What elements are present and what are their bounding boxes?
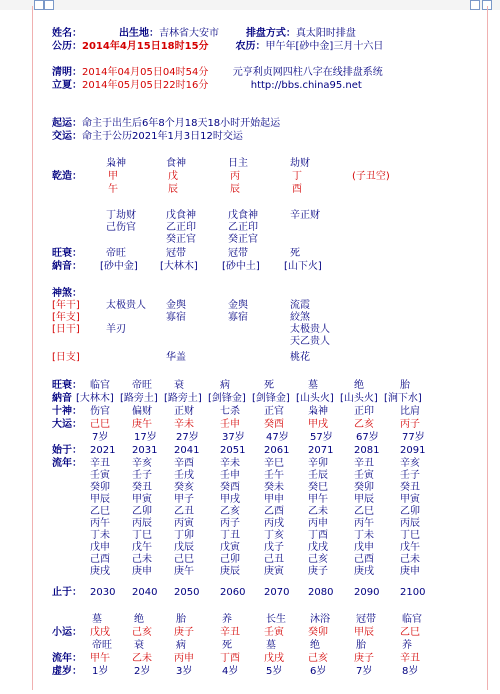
- qiyun-text: 命主于出生后6年8个月18天18小时开始起运: [82, 118, 281, 129]
- xiaoyun-liunian-label: 流年：: [52, 653, 82, 664]
- dayun-wangshuai: 临官: [90, 380, 110, 391]
- canggan-item: 辛正财: [290, 210, 320, 221]
- dayun-nayin: [大林木]: [76, 393, 114, 404]
- pillar-zhi: 辰: [168, 184, 178, 195]
- liunian-cell: 癸卯: [354, 482, 374, 493]
- liunian-cell: 丙午: [90, 518, 110, 529]
- liunian-cell: 癸亥: [174, 482, 194, 493]
- dayun-shishen: 偏财: [132, 406, 152, 417]
- liunian-cell: 戊辰: [174, 542, 194, 553]
- pillar-shishen: 劫财: [290, 158, 310, 169]
- liunian-cell: 庚午: [174, 566, 194, 577]
- liunian-cell: 丁酉: [308, 530, 328, 541]
- xiaoyun-liunian: 丙申: [174, 653, 194, 664]
- wangshuai-value: 冠带: [166, 248, 186, 259]
- liunian-cell: 甲寅: [132, 494, 152, 505]
- dayun-wangshuai: 胎: [400, 380, 410, 391]
- shensha-row-label: [日干]: [52, 324, 80, 335]
- xiaoyun-bottom: 养: [402, 640, 412, 651]
- liunian-cell: 乙未: [308, 506, 328, 517]
- liunian-cell: 辛酉: [174, 458, 194, 469]
- liunian-cell: 丙午: [354, 518, 374, 529]
- liunian-cell: 辛丑: [90, 458, 110, 469]
- liunian-cell: 丁未: [90, 530, 110, 541]
- qiancao-label: 乾造：: [52, 171, 82, 182]
- start-year: 2021: [90, 445, 116, 456]
- liunian-cell: 辛未: [220, 458, 240, 469]
- dayun-nayin: [路旁土]: [120, 393, 158, 404]
- liunian-cell: 乙卯: [132, 506, 152, 517]
- xiaoyun-bottom: 帝旺: [92, 640, 112, 651]
- dayun-nayin: [涧下水]: [384, 393, 422, 404]
- shensha-item: 羊刃: [106, 324, 126, 335]
- start-year: 2041: [174, 445, 200, 456]
- liunian-cell: 丙戌: [264, 518, 284, 529]
- xiaoyun-value: 戊戌: [90, 627, 110, 638]
- liunian-cell: 戊戌: [308, 542, 328, 553]
- liunian-cell: 庚子: [308, 566, 328, 577]
- canggan-item: 癸正官: [228, 234, 258, 245]
- dayun-shishen: 正官: [264, 406, 284, 417]
- liunian-cell: 丙辰: [400, 518, 420, 529]
- liunian-cell: 甲戌: [220, 494, 240, 505]
- shensha-row-label: [年支]: [52, 312, 80, 323]
- qingming-date: 2014年04月05日04时54分: [82, 67, 209, 78]
- canggan-item: 乙正印: [166, 222, 196, 233]
- solar-date: 2014年4月15日18时15分: [82, 41, 209, 52]
- liunian-cell: 戊申: [354, 542, 374, 553]
- xusui-value: 7岁: [356, 666, 373, 677]
- xiaoyun-liunian: 丁酉: [220, 653, 240, 664]
- liunian-cell: 壬午: [264, 470, 284, 481]
- dayun-value: 癸酉: [264, 419, 284, 430]
- liunian-cell: 己未: [400, 554, 420, 565]
- liunian-cell: 壬寅: [90, 470, 110, 481]
- liunian-cell: 己酉: [354, 554, 374, 565]
- nayin-value: [大林木]: [160, 261, 198, 272]
- liunian-cell: 甲申: [264, 494, 284, 505]
- start-year: 2091: [400, 445, 426, 456]
- dayun-wangshuai: 病: [220, 380, 230, 391]
- qingming-line: [52, 67, 383, 79]
- lixia-label: 立夏：: [52, 80, 82, 91]
- liunian-cell: 甲子: [174, 494, 194, 505]
- canggan-item: 乙正印: [228, 222, 258, 233]
- shensha-item: 桃花: [290, 352, 310, 363]
- birthplace-value: 吉林省大安市: [158, 28, 219, 39]
- xusui-value: 4岁: [222, 666, 239, 677]
- canggan-item: 丁劫财: [106, 210, 136, 221]
- dayun-age: 27岁: [176, 432, 199, 443]
- liunian-cell: 癸酉: [220, 482, 240, 493]
- dayun-shishen: 正财: [174, 406, 194, 417]
- liunian-cell: 戊寅: [220, 542, 240, 553]
- liunian-cell: 癸丑: [132, 482, 152, 493]
- start-label: 始于：: [52, 445, 82, 456]
- xiaoyun-bottom: 病: [176, 640, 186, 651]
- jiaoyun-text: 命主于公历2021年1月3日12时交运: [82, 131, 243, 142]
- lunar-date: 甲午年[砂中金]三月十六日: [265, 41, 384, 52]
- dayun-value: 辛未: [174, 419, 194, 430]
- pillar-shishen: 食神: [166, 158, 186, 169]
- xiaoyun-top: 养: [222, 614, 232, 625]
- dayun-nayin: [剑锋金]: [208, 393, 246, 404]
- xusui-value: 1岁: [92, 666, 109, 677]
- liunian-cell: 壬子: [132, 470, 152, 481]
- shensha-item: 太极贵人: [106, 300, 146, 311]
- end-year: 2080: [308, 587, 334, 598]
- dayun-nayin: [路旁土]: [164, 393, 202, 404]
- dayun-label: 大运：: [52, 419, 82, 430]
- kong-text: (子丑空): [352, 171, 390, 182]
- dayun-value: 丙子: [400, 419, 420, 430]
- lixia-date: 2014年05月05日22时16分: [82, 80, 209, 91]
- xiaoyun-bottom: 绝: [310, 640, 320, 651]
- liunian-cell: 甲辰: [354, 494, 374, 505]
- date-line: [52, 41, 383, 53]
- liunian-cell: 戊午: [132, 542, 152, 553]
- qiyun-label: 起运：: [52, 118, 82, 129]
- liunian-cell: 癸未: [264, 482, 284, 493]
- dayun-shishen: 七杀: [220, 406, 240, 417]
- liunian-label: 流年：: [52, 458, 82, 469]
- pillar-shishen: 枭神: [106, 158, 126, 169]
- liunian-cell: 丁未: [354, 530, 374, 541]
- liunian-cell: 乙巳: [354, 506, 374, 517]
- start-year: 2081: [354, 445, 380, 456]
- name-label: 姓名：: [52, 28, 82, 39]
- xiaoyun-bottom: 胎: [356, 640, 366, 651]
- liunian-cell: 庚戌: [354, 566, 374, 577]
- xusui-label: 虚岁：: [52, 666, 82, 677]
- liunian-cell: 庚申: [400, 566, 420, 577]
- end-label: 止于：: [52, 587, 82, 598]
- xiaoyun-top: 胎: [176, 614, 186, 625]
- liunian-cell: 乙亥: [220, 506, 240, 517]
- xiaoyun-top: 墓: [92, 614, 102, 625]
- liunian-cell: 丙子: [220, 518, 240, 529]
- dayun-value: 乙亥: [354, 419, 374, 430]
- liunian-cell: 辛亥: [132, 458, 152, 469]
- birthplace-label: 出生地：: [118, 28, 159, 39]
- liunian-cell: 己卯: [220, 554, 240, 565]
- liunian-cell: 丁巳: [132, 530, 152, 541]
- liunian-cell: 庚申: [132, 566, 152, 577]
- liunian-cell: 庚戌: [90, 566, 110, 577]
- xiaoyun-liunian: 己亥: [308, 653, 328, 664]
- liunian-cell: 丙申: [308, 518, 328, 529]
- pillar-zhi: 酉: [292, 184, 302, 195]
- dayun-wangshuai-label: 旺衰：: [52, 380, 82, 391]
- liunian-cell: 己亥: [308, 554, 328, 565]
- dayun-shishen: 比肩: [400, 406, 420, 417]
- liunian-cell: 乙酉: [264, 506, 284, 517]
- dayun-wangshuai: 衰: [174, 380, 184, 391]
- nayin-value: [山下火]: [284, 261, 322, 272]
- liunian-cell: 辛巳: [264, 458, 284, 469]
- lixia-line: [52, 80, 362, 92]
- xusui-value: 5岁: [266, 666, 283, 677]
- liunian-cell: 己丑: [264, 554, 284, 565]
- xiaoyun-value: 癸卯: [308, 627, 328, 638]
- jiaoyun-label: 交运：: [52, 131, 82, 142]
- dayun-age: 17岁: [134, 432, 157, 443]
- xiaoyun-liunian: 辛丑: [400, 653, 420, 664]
- end-year: 2040: [132, 587, 158, 598]
- dayun-wangshuai: 死: [264, 380, 274, 391]
- liunian-cell: 己酉: [90, 554, 110, 565]
- shishen-label: 十神：: [52, 406, 82, 417]
- canggan-item: 癸正官: [166, 234, 196, 245]
- shensha-row-label: [日支]: [52, 352, 80, 363]
- qiyun-line: [52, 118, 280, 130]
- liunian-cell: 甲寅: [400, 494, 420, 505]
- canggan-item: 戊食神: [166, 210, 196, 221]
- end-year: 2090: [354, 587, 380, 598]
- xiaoyun-top: 临官: [402, 614, 422, 625]
- liunian-cell: 戊申: [90, 542, 110, 553]
- start-year: 2031: [132, 445, 158, 456]
- liunian-cell: 辛卯: [308, 458, 328, 469]
- dayun-value: 壬申: [220, 419, 240, 430]
- dayun-nayin: [山头火]: [340, 393, 378, 404]
- xiaoyun-top: 长生: [266, 614, 286, 625]
- dayun-value: 庚午: [132, 419, 152, 430]
- liunian-cell: 壬申: [220, 470, 240, 481]
- liunian-cell: 庚寅: [264, 566, 284, 577]
- xiaoyun-value: 甲辰: [354, 627, 374, 638]
- liunian-cell: 癸丑: [400, 482, 420, 493]
- dayun-age: 7岁: [92, 432, 109, 443]
- system-name: 元亨利贞网四柱八字在线排盘系统: [232, 67, 383, 78]
- pillar-zhi: 辰: [230, 184, 240, 195]
- xusui-value: 8岁: [402, 666, 419, 677]
- liunian-cell: 壬戌: [174, 470, 194, 481]
- wangshuai-label: 旺衰：: [52, 248, 82, 259]
- method-label: 排盘方式：: [245, 28, 296, 39]
- dayun-age: 57岁: [310, 432, 333, 443]
- liunian-cell: 乙卯: [400, 506, 420, 517]
- shensha-title: 神煞：: [52, 288, 82, 299]
- liunian-cell: 丁巳: [400, 530, 420, 541]
- xiaoyun-value: 乙巳: [400, 627, 420, 638]
- jiaoyun-line: [52, 131, 243, 143]
- xiaoyun-top: 沐浴: [310, 614, 330, 625]
- liunian-cell: 庚辰: [220, 566, 240, 577]
- xiaoyun-liunian: 庚子: [354, 653, 374, 664]
- pillar-shishen: 日主: [228, 158, 248, 169]
- shensha-row-label: [年干]: [52, 300, 80, 311]
- xiaoyun-bottom: 死: [222, 640, 232, 651]
- canggan-item: 戊食神: [228, 210, 258, 221]
- dayun-age: 37岁: [222, 432, 245, 443]
- xiaoyun-bottom: 墓: [266, 640, 276, 651]
- shensha-item: 天乙贵人: [290, 336, 330, 347]
- wangshuai-value: 冠带: [228, 248, 248, 259]
- start-year: 2061: [264, 445, 290, 456]
- liunian-cell: 丁卯: [174, 530, 194, 541]
- wangshuai-value: 帝旺: [106, 248, 126, 259]
- shensha-item: 华盖: [166, 352, 186, 363]
- dayun-wangshuai: 帝旺: [132, 380, 152, 391]
- liunian-cell: 丙寅: [174, 518, 194, 529]
- liunian-cell: 辛亥: [400, 458, 420, 469]
- shensha-item: 寡宿: [228, 312, 248, 323]
- liunian-cell: 辛丑: [354, 458, 374, 469]
- xiaoyun-liunian: 甲午: [90, 653, 110, 664]
- shensha-item: 金舆: [166, 300, 186, 311]
- liunian-cell: 壬辰: [308, 470, 328, 481]
- start-year: 2071: [308, 445, 334, 456]
- dayun-age: 47岁: [266, 432, 289, 443]
- liunian-cell: 戊午: [400, 542, 420, 553]
- xiaoyun-value: 庚子: [174, 627, 194, 638]
- end-year: 2070: [264, 587, 290, 598]
- liunian-cell: 戊子: [264, 542, 284, 553]
- pillar-gan: 甲: [108, 171, 118, 182]
- end-year: 2030: [90, 587, 116, 598]
- xiaoyun-top: 冠带: [356, 614, 376, 625]
- xiaoyun-value: 辛丑: [220, 627, 240, 638]
- xiaoyun-label: 小运：: [52, 627, 82, 638]
- xiaoyun-value: 壬寅: [264, 627, 284, 638]
- shensha-item: 太极贵人: [290, 324, 330, 335]
- dayun-nayin-label: 納音: [52, 393, 72, 404]
- dayun-age: 77岁: [402, 432, 425, 443]
- dayun-nayin: [山头火]: [296, 393, 334, 404]
- xiaoyun-liunian: 乙未: [132, 653, 152, 664]
- end-year: 2100: [400, 587, 426, 598]
- liunian-cell: 癸卯: [90, 482, 110, 493]
- pillar-gan: 戊: [168, 171, 178, 182]
- liunian-cell: 丙辰: [132, 518, 152, 529]
- xusui-value: 2岁: [134, 666, 151, 677]
- liunian-cell: 丁亥: [264, 530, 284, 541]
- wangshuai-value: 死: [290, 248, 300, 259]
- xiaoyun-liunian: 戊戌: [264, 653, 284, 664]
- liunian-cell: 癸巳: [308, 482, 328, 493]
- shensha-item: 寡宿: [166, 312, 186, 323]
- end-year: 2050: [174, 587, 200, 598]
- nayin-value: [砂中土]: [222, 261, 260, 272]
- lunar-label: 农历：: [235, 41, 266, 52]
- end-year: 2060: [220, 587, 246, 598]
- pillar-gan: 丁: [292, 171, 302, 182]
- xiaoyun-top: 绝: [134, 614, 144, 625]
- xusui-value: 3岁: [176, 666, 193, 677]
- method-value: 真太阳时排盘: [295, 28, 356, 39]
- dayun-age: 67岁: [356, 432, 379, 443]
- solar-label: 公历：: [52, 41, 82, 52]
- liunian-cell: 甲午: [308, 494, 328, 505]
- qingming-label: 清明：: [52, 67, 82, 78]
- liunian-cell: 丁丑: [220, 530, 240, 541]
- start-year: 2051: [220, 445, 246, 456]
- dayun-shishen: 正印: [354, 406, 374, 417]
- liunian-cell: 甲辰: [90, 494, 110, 505]
- xusui-value: 6岁: [310, 666, 327, 677]
- shensha-item: 流霞: [290, 300, 310, 311]
- canggan-item: 己伤官: [106, 222, 136, 233]
- xiaoyun-value: 己亥: [132, 627, 152, 638]
- dayun-shishen: 枭神: [308, 406, 328, 417]
- shensha-item: 金舆: [228, 300, 248, 311]
- xiaoyun-bottom: 衰: [134, 640, 144, 651]
- dayun-wangshuai: 墓: [308, 380, 318, 391]
- liunian-cell: 壬寅: [354, 470, 374, 481]
- nayin-label: 納音：: [52, 261, 82, 272]
- dayun-shishen: 伤官: [90, 406, 110, 417]
- liunian-cell: 乙丑: [174, 506, 194, 517]
- liunian-cell: 己巳: [174, 554, 194, 565]
- dayun-value: 甲戌: [308, 419, 328, 430]
- shensha-item: 絞煞: [290, 312, 310, 323]
- dayun-value: 己巳: [90, 419, 110, 430]
- liunian-cell: 己未: [132, 554, 152, 565]
- pillar-gan: 丙: [230, 171, 240, 182]
- liunian-cell: 乙巳: [90, 506, 110, 517]
- name-line: [52, 28, 356, 40]
- pillar-zhi: 午: [108, 184, 118, 195]
- site-url: http://bbs.china95.net: [250, 80, 362, 91]
- dayun-wangshuai: 绝: [354, 380, 364, 391]
- liunian-cell: 壬子: [400, 470, 420, 481]
- nayin-value: [砂中金]: [100, 261, 138, 272]
- dayun-nayin: [剑锋金]: [252, 393, 290, 404]
